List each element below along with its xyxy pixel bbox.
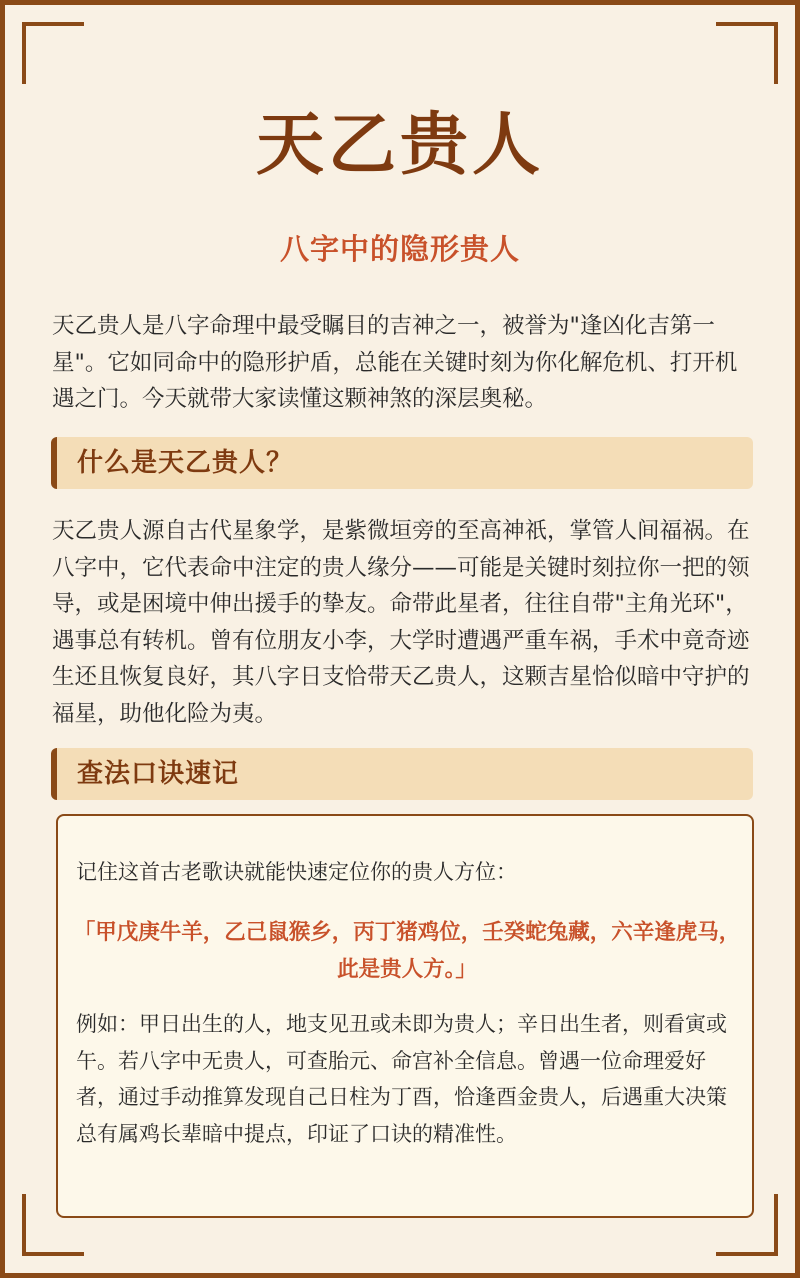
corner-ornament-top-left bbox=[22, 22, 84, 84]
rhyme-intro-text: 记住这首古老歌诀就能快速定位你的贵人方位： bbox=[76, 860, 517, 884]
page-subtitle: 八字中的隐形贵人 bbox=[279, 232, 520, 266]
page-title: 天乙贵人 bbox=[255, 106, 544, 185]
rhyme-verse: 「甲戊庚牛羊，乙己鼠猴乡，丙丁猪鸡位，壬癸蛇兔藏，六辛逢虎马，此是贵人方。」 bbox=[73, 920, 741, 982]
section-what-is-paragraph: 天乙贵人源自古代星象学，是紫微垣旁的至高神祇，掌管人间福祸。在八字中，它代表命中注定的贵人缘分——可能是关键时刻拉你一把的领导，或是困境中伸出援手的挚友。命带此星者，往往自带"主角光环"，遇事总有转机。曾有位朋友小李，大学时遭遇严重车祸，手术中竟奇迹生还且恢复良好，其八字日支恰带天乙贵人，这颗吉星恰似暗中守护的福星，助他化险为夷。 bbox=[52, 518, 750, 727]
section-heading-lookup-rhyme: 查法口诀速记 bbox=[51, 748, 753, 800]
corner-ornament-top-right bbox=[716, 22, 778, 84]
rhyme-example-text: 例如：甲日出生的人，地支见丑或未即为贵人；辛日出生者，则看寅或午。若八字中无贵人，可查胎元、命宫补全信息。曾遇一位命理爱好者，通过手动推算发现自己日柱为丁酉，恰逢酉金贵人，后遇重大决策总有属鸡长辈暗中提点，印证了口诀的精准性。 bbox=[76, 1012, 727, 1146]
rhyme-box bbox=[56, 814, 754, 1218]
intro-paragraph: 天乙贵人是八字命理中最受瞩目的吉神之一，被誉为"逢凶化吉第一星"。它如同命中的隐形护盾，总能在关键时刻为你化解危机、打开机遇之门。今天就带大家读懂这颗神煞的深层奥秘。 bbox=[52, 313, 738, 412]
section-heading-what-is: 什么是天乙贵人？ bbox=[51, 437, 753, 489]
